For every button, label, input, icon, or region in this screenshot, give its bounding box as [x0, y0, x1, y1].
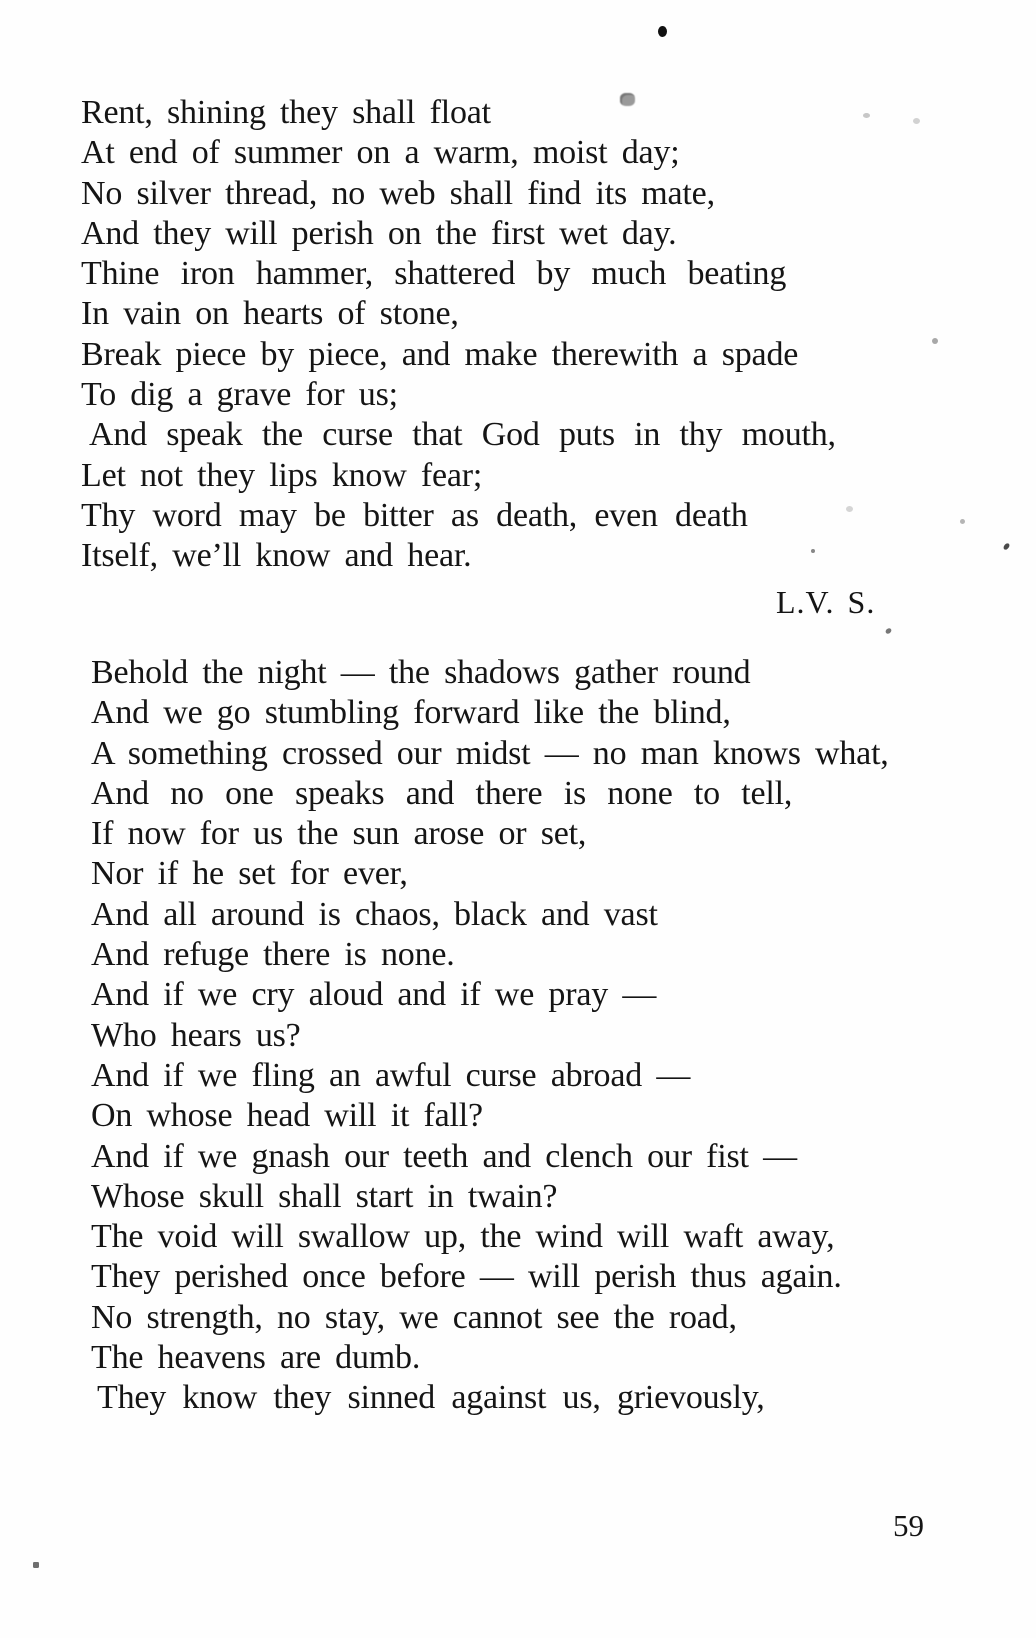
- poem-line: And if we gnash our teeth and clench our fist —: [91, 1137, 797, 1175]
- ink-speck: [811, 549, 815, 553]
- poem-line: Rent, shining they shall float: [81, 94, 491, 131]
- poem-line: If now for us the sun arose or set,: [91, 815, 587, 853]
- stanza-first: [81, 93, 836, 577]
- poem-line: And no one speaks and there is none to tell,: [91, 774, 793, 812]
- poem-line: And they will perish on the first wet day.: [81, 214, 677, 252]
- poem-line: And if we cry aloud and if we pray —: [91, 976, 657, 1014]
- poem-line: To dig a grave for us;: [81, 376, 398, 414]
- ink-speck: [846, 506, 853, 512]
- poem-line: The heavens are dumb.: [91, 1339, 421, 1377]
- poem-attribution: L.V. S.: [776, 584, 876, 620]
- ink-speck: [33, 1562, 39, 1568]
- poem-line: Behold the night — the shadows gather round: [91, 654, 751, 691]
- ink-speck: [913, 118, 920, 124]
- poem-line: They perished once before — will perish thus again.: [91, 1258, 842, 1296]
- poem-line: And we go stumbling forward like the blind,: [91, 694, 731, 732]
- poem-line: And speak the curse that God puts in thy mouth,: [89, 416, 836, 454]
- poem-line: No silver thread, no web shall find its mate,: [81, 174, 715, 212]
- page-number: 59: [893, 1508, 924, 1543]
- poem-line: The void will swallow up, the wind will waft away,: [91, 1218, 835, 1256]
- poem-line: Thy word may be bitter as death, even death: [81, 496, 748, 534]
- stanza-second: [91, 653, 889, 1419]
- poem-line: They know they sinned against us, grievously,: [97, 1379, 765, 1417]
- poem-line: Whose skull shall start in twain?: [91, 1177, 558, 1215]
- ink-speck: [932, 338, 938, 344]
- poem-line: In vain on hearts of stone,: [81, 295, 459, 333]
- ink-speck: [658, 26, 667, 37]
- ink-speck: [1003, 542, 1010, 550]
- poem-line: No strength, no stay, we cannot see the road,: [91, 1298, 737, 1336]
- ink-speck: [863, 113, 870, 118]
- poem-line: Nor if he set for ever,: [91, 855, 408, 893]
- poem-line: Break piece by piece, and make therewith a spade: [81, 335, 799, 373]
- poem-line: On whose head will it fall?: [91, 1097, 483, 1135]
- poem-line: Let not they lips know fear;: [81, 456, 483, 494]
- poem-line: Who hears us?: [91, 1016, 301, 1054]
- ink-speck: [885, 627, 892, 635]
- poem-line: And all around is chaos, black and vast: [91, 895, 658, 933]
- ink-speck: [960, 519, 965, 524]
- poem-line: Itself, we’ll know and hear.: [81, 537, 472, 575]
- poem-line: Thine iron hammer, shattered by much beating: [81, 255, 787, 293]
- poem-line: And refuge there is none.: [91, 936, 455, 974]
- poem-line: And if we fling an awful curse abroad —: [91, 1056, 691, 1094]
- poem-line: At end of summer on a warm, moist day;: [81, 134, 680, 172]
- ink-speck: [620, 93, 635, 106]
- poem-line: A something crossed our midst — no man knows what,: [91, 734, 889, 772]
